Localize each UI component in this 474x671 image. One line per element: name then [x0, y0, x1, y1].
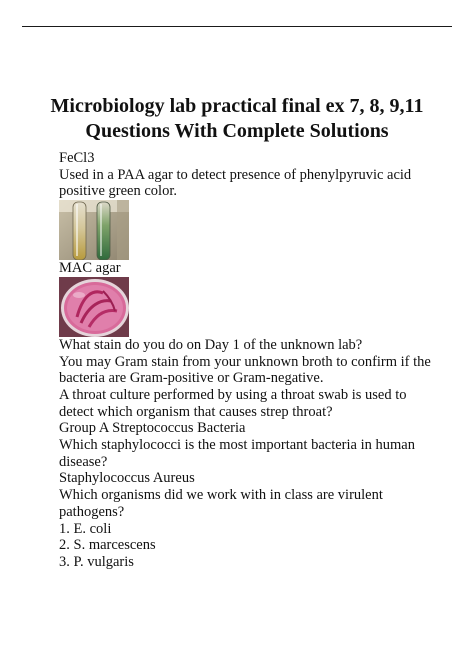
question-line: Which staphylococci is the most important bacteria in human: [59, 437, 415, 454]
question-line: A throat culture performed by using a throat swab is used to: [59, 386, 407, 403]
answer-line: bacteria are Gram-positive or Gram-negative.: [59, 370, 324, 387]
answer-line: You may Gram stain from your unknown broth to confirm if the: [59, 353, 431, 370]
question-line: detect which organism that causes strep throat?: [59, 403, 333, 420]
paa-agar-tubes-photo: [59, 200, 129, 260]
title-line-1: Microbiology lab practical final ex 7, 8, 9,11: [50, 95, 424, 117]
title-line-2: Questions With Complete Solutions: [85, 120, 389, 142]
mac-agar-plate-photo: [59, 277, 129, 337]
question-line: Which organisms did we work with in class are virulent: [59, 487, 383, 504]
answer-fecl3: FeCl3: [59, 150, 95, 166]
question-line: positive green color.: [59, 183, 177, 200]
question-line: Used in a PAA agar to detect presence of phenylpyruvic acid: [59, 166, 412, 183]
answer-list-item: 1. E. coli: [59, 520, 112, 537]
answer-line: Staphylococcus Aureus: [59, 470, 195, 487]
answer-mac-agar: MAC agar: [59, 260, 121, 277]
answer-list-item: 3. P. vulgaris: [59, 553, 134, 570]
document-body: [59, 150, 431, 571]
question-line: pathogens?: [59, 503, 125, 520]
top-rule: [22, 26, 452, 27]
question-line: What stain do you do on Day 1 of the unknown lab?: [59, 336, 363, 353]
answer-line: Group A Streptococcus Bacteria: [59, 420, 246, 437]
question-line: disease?: [59, 453, 108, 470]
document-title: [30, 94, 444, 144]
answer-list-item: 2. S. marcescens: [59, 537, 156, 554]
